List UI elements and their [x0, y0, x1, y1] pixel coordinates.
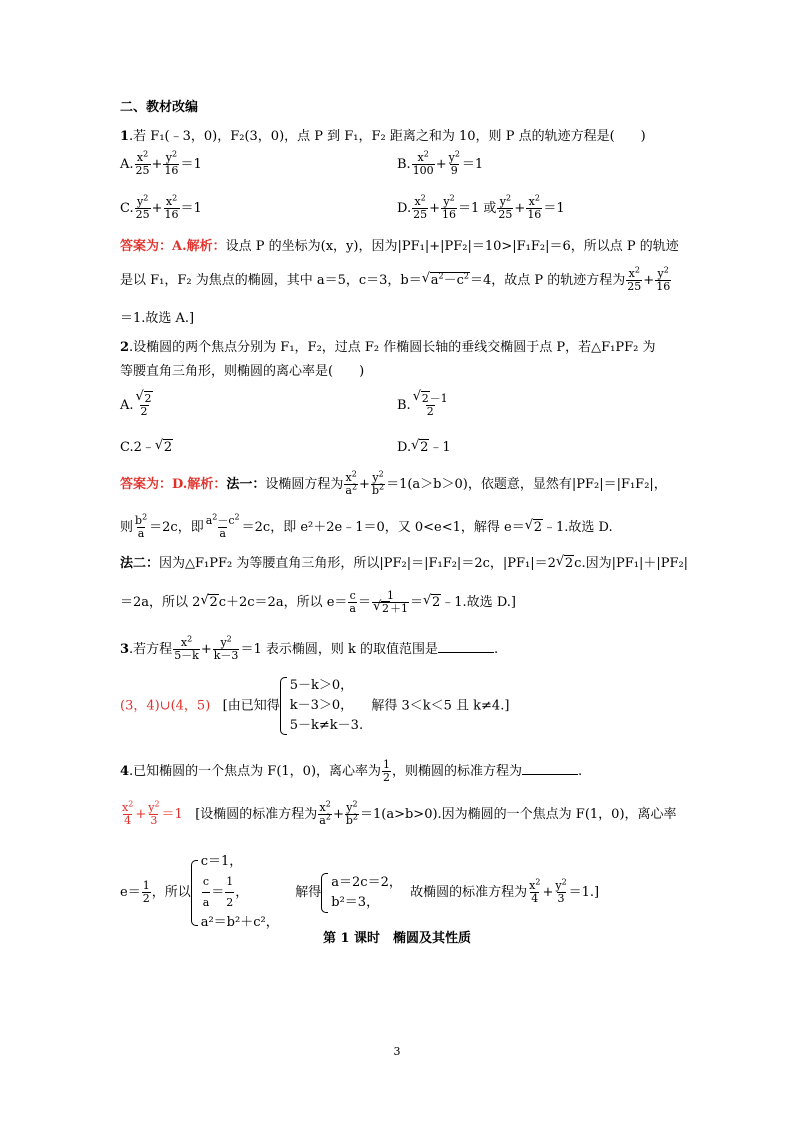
- q1-option-b: B. $\frac{x^2}{100}$ + $\frac{y^2}{9}$ ＝1: [397, 149, 484, 177]
- q3-condition-brace: 5－k＞0， k－3＞0， 5－k≠k－3.: [280, 676, 363, 736]
- question-2-stem-1: 2.设椭圆的两个焦点分别为 F₁，F₂，过点 F₂ 作椭圆长轴的垂线交椭圆于点 P，若△F₁PF₂ 为: [120, 340, 656, 355]
- q4-system-line: e＝ $\frac{1}{2}$ ，所以 c＝1， $\frac{c}{a}$ ＝ $\frac{1}{2}$ ， a²＝b²＋c²， 解得 a＝2c＝2， b²＝3， 故椭圆的标准方程为 $\frac{x^2}{4}$ + $\frac{y^2}{3}$ ＝1.]: [120, 852, 599, 933]
- q2-option-c: C.2﹣ √ 2: [120, 438, 173, 455]
- q2-analysis-line1: 答案为：D.解析：法一：设椭圆方程为 $\frac{x^2}{a^2}$ + $\frac{y^2}{b^2}$ ＝1(a＞b＞0)，依题意，显然有|PF₂|＝|F₁F₂|，: [120, 469, 667, 497]
- question-1-stem: 1.若 F₁(﹣3，0)，F₂(3，0)，点 P 到 F₁，F₂ 距离之和为 10，则 P 点的轨迹方程是( ): [120, 129, 646, 144]
- question-4-stem: 4.已知椭圆的一个焦点为 F(1，0)，离心率为 $\frac{1}{2}$ ，则椭圆的标准方程为 .: [120, 758, 583, 784]
- q1-analysis-line2: 是以 F₁，F₂ 为焦点的椭圆，其中 a＝5，c＝3，b＝ √ $a^2-c^2=4$，故点 P 的轨迹方程为 $\frac{x^2}{25}$ + $\frac{y^2}{16}$: [120, 265, 671, 293]
- q4-solution-brace: a＝2c＝2， b²＝3，: [321, 873, 402, 913]
- q1-analysis-line3: ＝1.故选 A.]: [120, 311, 195, 326]
- q2-method2-line2: ＝2a，所以 2 √ 2c＋2c＝2a，所以 e＝ $\frac{c}{a}$ ＝ 1 √ 2＋1 ＝ √ 2﹣1.故选 D.]: [120, 589, 516, 615]
- q1-option-c: C. $\frac{y^2}{25}$ + $\frac{x^2}{16}$ ＝1: [120, 193, 202, 221]
- q3-answer-blank: [438, 640, 494, 653]
- page-number: 3: [393, 1045, 401, 1058]
- q1-option-d: D. $\frac{x^2}{25}$ + $\frac{y^2}{16}$ ＝1 或 $\frac{y^2}{25}$ + $\frac{x^2}{16}$ ＝1: [397, 193, 565, 221]
- q2-option-d: D. √ 2﹣1: [397, 438, 451, 455]
- section-title: 二、教材改编: [120, 100, 199, 115]
- question-3-stem: 3.若方程 $\frac{x^2}{5-k}$ + $\frac{y^2}{k-3}$ ＝1 表示椭圆，则 k 的取值范围是 .: [120, 634, 499, 662]
- q2-option-a: A. √ 2 2: [120, 389, 152, 418]
- q4-answer-line: $\frac{x^2}{4}$ + $\frac{y^2}{3}$ ＝1 [设椭圆的标准方程为 $\frac{x^2}{a^2}$ + $\frac{y^2}{b^2}$ ＝1(a>b>0).因为椭圆的一个焦点为 F(1，0)，离心率: [122, 799, 677, 827]
- q1-analysis-line1: 答案为：A.解析：设点 P 的坐标为(x，y)，因为|PF₁|+|PF₂|＝10>|F₁F₂|＝6，所以点 P 的轨迹: [120, 239, 679, 254]
- q2-option-b: B. √ 2－1 2: [397, 389, 448, 418]
- question-2-stem-2: 等腰直角三角形，则椭圆的离心率是( ): [120, 364, 365, 379]
- q2-method2-line1: 法二：因为△F₁PF₂ 为等腰直角三角形，所以|PF₂|＝|F₁F₂|＝2c，|PF₁|＝2 √ 2c.因为|PF₁|＋|PF₂|: [120, 554, 689, 571]
- q3-answer-block: (3，4)∪(4，5) [由已知得 5－k＞0， k－3＞0， 5－k≠k－3. 解得 3＜k＜5 且 k≠4.]: [120, 676, 509, 736]
- q4-system-brace: c＝1， $\frac{c}{a}$ ＝ $\frac{1}{2}$ ， a²＝b²＋c²，: [191, 852, 279, 933]
- lesson-title: 第 1 课时 椭圆及其性质: [322, 931, 472, 946]
- q2-analysis-line2: 则 $\frac{b^2}{a}$ ＝2c，即 $\frac{a^2-c^2}{a}$ ＝2c，即 e²＋2e﹣1＝0，又 0<e<1，解得 e＝ √ 2﹣1.故选 D.: [120, 512, 613, 540]
- q1-option-a: A. $\frac{x^2}{25}$ + $\frac{y^2}{16}$ ＝1: [120, 149, 202, 177]
- q4-answer-blank: [522, 762, 578, 775]
